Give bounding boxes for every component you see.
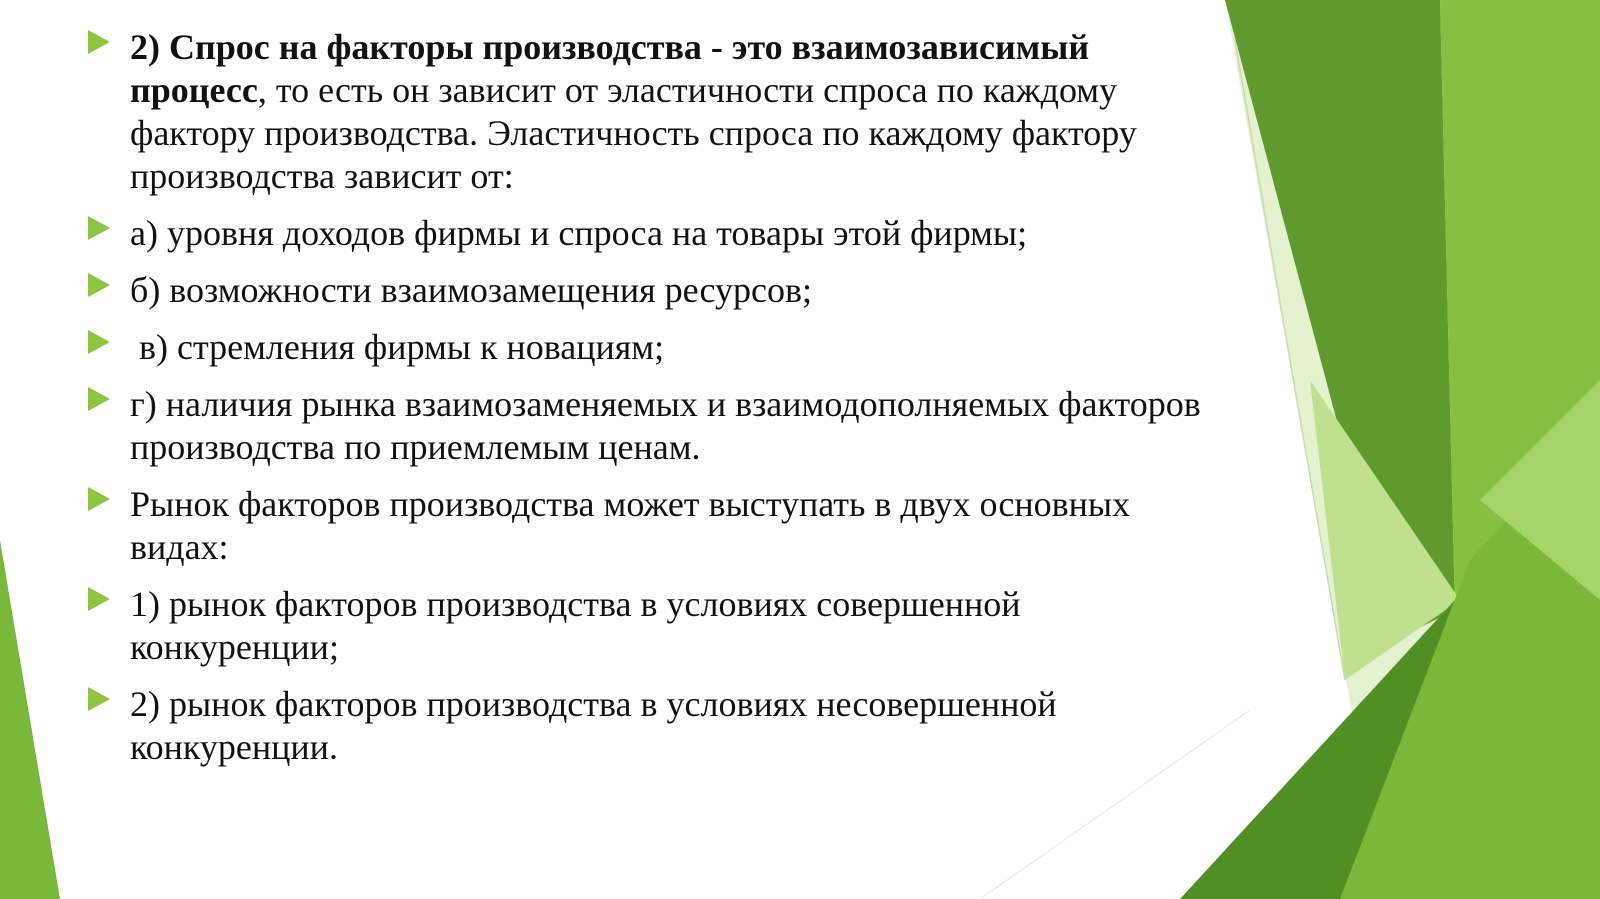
triangle-bullet-icon xyxy=(88,330,110,354)
list-item xyxy=(86,212,1226,255)
triangle-bullet-icon xyxy=(88,216,110,240)
bullet-list xyxy=(86,26,1226,769)
item-text: г) наличия рынка взаимозаменяемых и взаимодополняемых факторов производства по приемлемым ценам. xyxy=(130,384,1201,467)
list-item xyxy=(86,269,1226,312)
decor-facet-left xyxy=(0,540,60,899)
item-text: 1) рынок факторов производства в условиях совершенной конкуренции; xyxy=(130,584,1021,667)
list-item xyxy=(86,583,1226,669)
slide-content xyxy=(86,26,1226,783)
item-text: б) возможности взаимозамещения ресурсов; xyxy=(130,270,813,310)
triangle-bullet-icon xyxy=(88,30,110,54)
triangle-bullet-icon xyxy=(88,687,110,711)
triangle-bullet-icon xyxy=(88,487,110,511)
item-text: Рынок факторов производства может выступать в двух основных видах: xyxy=(130,484,1131,567)
triangle-bullet-icon xyxy=(88,387,110,411)
list-item xyxy=(86,683,1226,769)
triangle-bullet-icon xyxy=(88,273,110,297)
item-text: , то есть он зависит от эластичности спроса по каждому фактору производства. Эластичность спроса по каждому фактору производства зависит от: xyxy=(130,70,1137,196)
item-text: в) стремления фирмы к новациям; xyxy=(130,327,665,367)
triangle-bullet-icon xyxy=(88,587,110,611)
list-item xyxy=(86,483,1226,569)
item-text: а) уровня доходов фирмы и спроса на товары этой фирмы; xyxy=(130,213,1028,253)
list-item xyxy=(86,383,1226,469)
item-text: 2) рынок факторов производства в условиях несовершенной конкуренции. xyxy=(130,684,1057,767)
list-item xyxy=(86,26,1226,198)
item-bold-text: 2) Спрос на факторы производства - это взаимозависимый процесс xyxy=(130,27,1090,110)
list-item xyxy=(86,326,1226,369)
